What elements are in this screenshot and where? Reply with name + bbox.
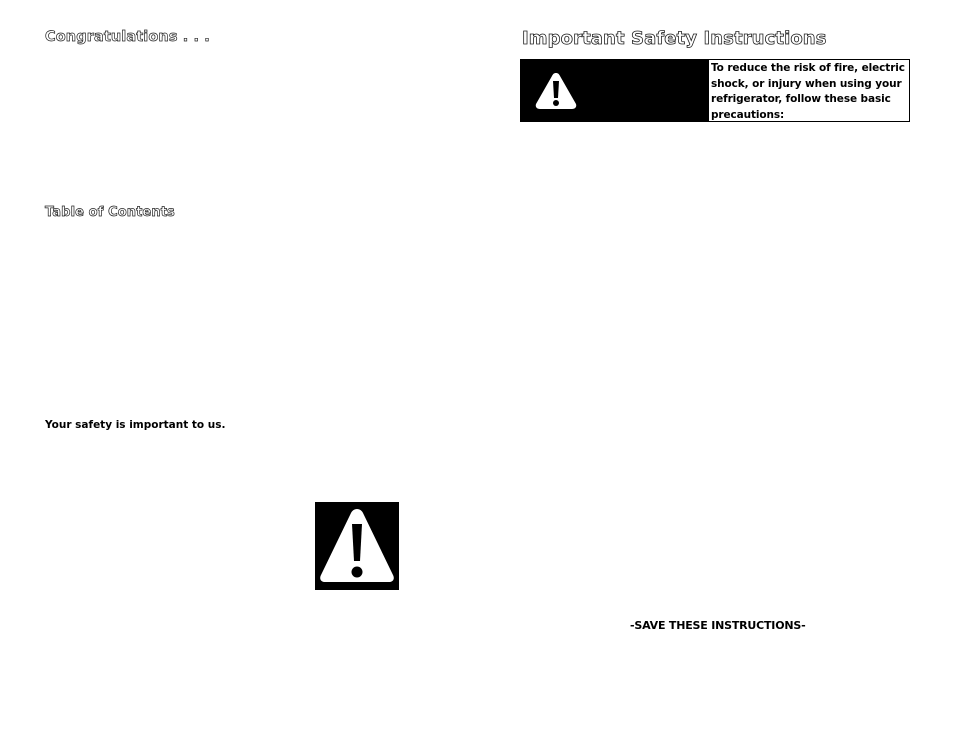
table-of-contents-heading: Table of Contents <box>45 205 175 220</box>
warning-box <box>520 59 910 122</box>
warning-triangle-icon <box>534 72 578 110</box>
safety-instructions-title: Important Safety Instructions <box>522 28 827 49</box>
congratulations-heading: Congratulations . . . <box>45 29 210 45</box>
safety-note: Your safety is important to us. <box>45 419 226 431</box>
save-instructions-footer: -SAVE THESE INSTRUCTIONS- <box>630 619 806 632</box>
warning-triangle-icon <box>315 502 399 590</box>
right-page <box>477 0 954 737</box>
warning-banner <box>521 60 709 121</box>
warning-text: To reduce the risk of fire, electric shock, or injury when using your refrigerator, follow these basic precautions: <box>711 62 905 121</box>
